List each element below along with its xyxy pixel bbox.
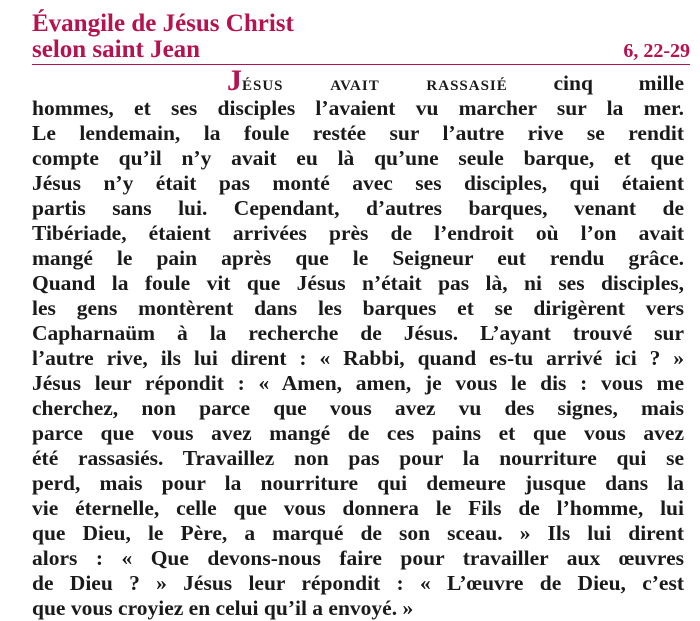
passage-line: que Dieu, le Père, a marqué de son sceau. » Ils lui dirent — [32, 521, 684, 545]
passage-line: de Dieu ? » Jésus leur répondit : « L’œuvre de Dieu, c’est — [32, 571, 684, 595]
opening-smallcaps: ésus avait rassasié — [242, 71, 508, 95]
passage-line: parce que vous avez mangé de ces pains et que vous avez — [32, 421, 684, 445]
passage-line: été rassasiés. Travaillez non pas pour la nourriture qui se — [32, 446, 684, 470]
passage-line: Quand la foule vit que Jésus n’était pas là, ni ses disciples, — [32, 271, 684, 295]
passage-line: l’autre rive, ils lui dirent : « Rabbi, quand es-tu arrivé ici ? » — [32, 346, 684, 370]
passage-line: mangé le pain après que le Seigneur eut rendu grâce. — [32, 246, 684, 270]
passage-line: Capharnaüm à la recherche de Jésus. L’ayant trouvé sur — [32, 321, 684, 345]
passage-line: vie éternelle, celle que vous donnera le Fils de l’homme, lui — [32, 496, 684, 520]
passage-line: perd, mais pour la nourriture qui demeure jusque dans la — [32, 471, 684, 495]
gospel-title: Évangile de Jésus Christ — [32, 10, 294, 37]
passage-line: hommes, et ses disciples l’avaient vu marcher sur la mer. — [32, 96, 684, 120]
passage-line: les gens montèrent dans les barques et se dirigèrent vers — [32, 296, 684, 320]
passage-line: Jésus n’y était pas monté avec ses disciples, qui étaient — [32, 171, 684, 195]
gospel-subtitle: selon saint Jean — [32, 36, 201, 63]
scripture-reference: 6, 22-29 — [623, 40, 690, 62]
passage-line: Le lendemain, la foule restée sur l’autre rive se rendit — [32, 121, 684, 145]
passage-line: compte qu’il n’y avait eu là qu’une seule barque, et que — [32, 146, 684, 170]
passage-line-text: cinq mille — [507, 71, 684, 95]
passage-line: que vous croyiez en celui qu’il a envoyé. » — [32, 596, 414, 620]
drop-cap: J — [227, 64, 242, 97]
header-divider — [32, 64, 690, 65]
passage-line: Tibériade, étaient arrivées près de l’endroit où l’on avait — [32, 221, 684, 245]
gospel-passage — [32, 64, 684, 621]
passage-line: partis sans lui. Cependant, d’autres barques, venant de — [32, 196, 684, 220]
passage-line: Jésus leur répondit : « Amen, amen, je vous le dis : vous me — [32, 371, 684, 395]
passage-line — [32, 64, 684, 97]
passage-line: cherchez, non parce que vous avez vu des signes, mais — [32, 396, 684, 420]
passage-line: alors : « Que devons-nous faire pour travailler aux œuvres — [32, 546, 684, 570]
